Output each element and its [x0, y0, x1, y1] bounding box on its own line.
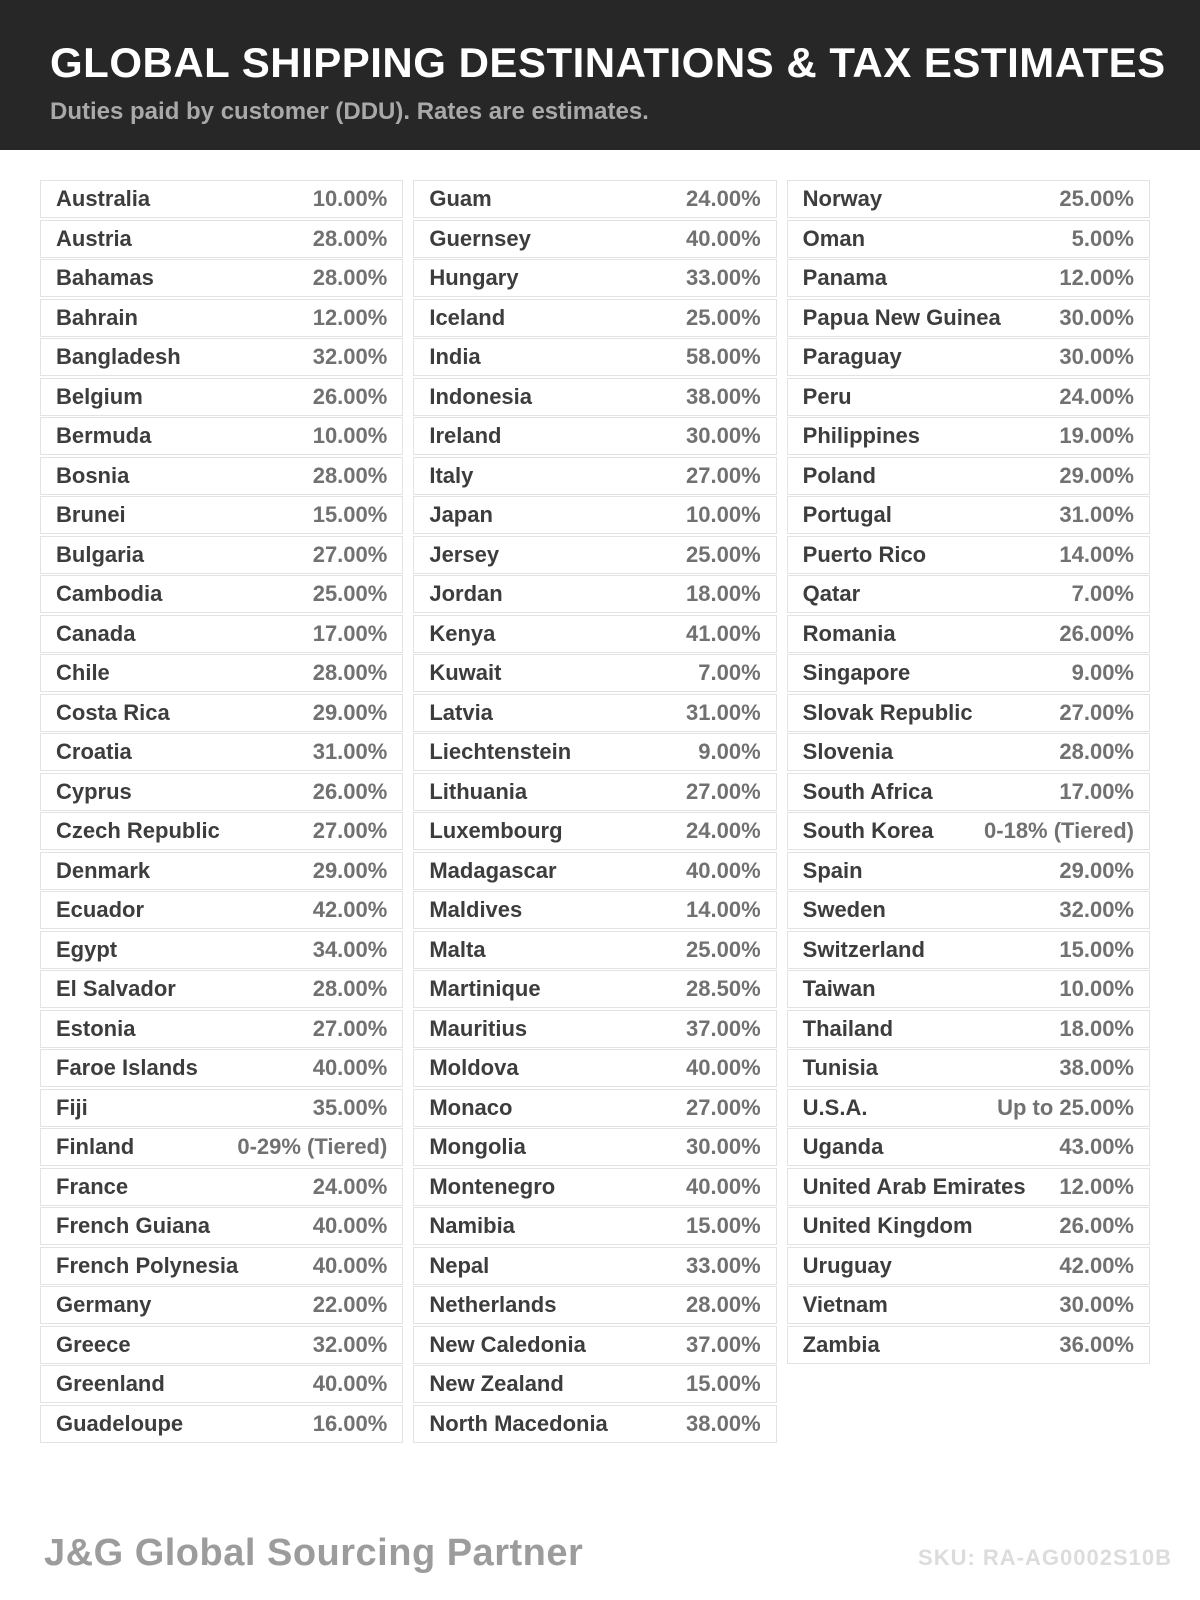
table-row — [413, 812, 776, 850]
country-name: Nepal — [429, 1252, 490, 1278]
tax-rate: 26.00% — [312, 778, 388, 804]
country-name: Sweden — [802, 897, 886, 922]
table-row — [40, 1128, 403, 1166]
table-row — [787, 417, 1150, 455]
tax-rate: 5.00% — [1071, 225, 1134, 251]
table-row — [413, 852, 776, 890]
table-row — [40, 1089, 403, 1127]
page-subtitle: Duties paid by customer (DDU). Rates are estimates. — [50, 98, 649, 125]
table-row — [40, 733, 403, 771]
table-row — [787, 1326, 1150, 1364]
tax-rate: 12.00% — [1059, 1173, 1134, 1199]
tax-rate: 9.00% — [698, 739, 761, 764]
table-row — [787, 694, 1150, 732]
country-name: South Korea — [802, 818, 934, 843]
table-row — [413, 536, 776, 574]
country-name: Faroe Islands — [56, 1055, 198, 1080]
country-name: Taiwan — [802, 976, 876, 1001]
country-name: Slovak Republic — [802, 699, 973, 725]
tax-rate: 31.00% — [686, 699, 761, 725]
table-row — [40, 891, 403, 929]
rates-column-2 — [413, 180, 776, 1444]
country-name: Ecuador — [56, 897, 145, 922]
country-name: Martinique — [429, 976, 541, 1001]
country-name: United Arab Emirates — [802, 1173, 1026, 1199]
country-name: India — [429, 344, 481, 369]
tax-rate: 40.00% — [312, 1213, 388, 1238]
country-name: Montenegro — [429, 1173, 556, 1199]
table-row — [413, 931, 776, 969]
tax-rate: 7.00% — [698, 660, 761, 685]
tax-rate: 35.00% — [312, 1094, 388, 1120]
country-name: Uruguay — [802, 1252, 892, 1278]
table-row — [413, 654, 776, 692]
tax-rate: 31.00% — [312, 739, 388, 764]
country-name: United Kingdom — [802, 1213, 973, 1238]
table-row — [787, 931, 1150, 969]
table-row — [413, 1207, 776, 1245]
table-row — [413, 378, 776, 416]
tax-rate: 28.00% — [312, 462, 388, 488]
table-row — [413, 457, 776, 495]
table-row — [40, 338, 403, 376]
country-name: Iceland — [429, 304, 506, 330]
table-row — [40, 1365, 403, 1403]
country-name: Estonia — [56, 1015, 136, 1041]
tax-rate: 19.00% — [1059, 423, 1134, 448]
country-name: Australia — [56, 186, 151, 211]
table-row — [787, 536, 1150, 574]
country-name: Cyprus — [56, 778, 132, 804]
country-name: French Polynesia — [56, 1252, 239, 1278]
tax-rate: 26.00% — [1059, 1213, 1134, 1238]
table-row — [413, 1247, 776, 1285]
tax-rate: 33.00% — [686, 265, 761, 290]
table-row — [787, 891, 1150, 929]
tax-rate: 27.00% — [686, 462, 761, 488]
table-row — [787, 1010, 1150, 1048]
page-header — [0, 0, 1200, 150]
tax-rate: 22.00% — [312, 1292, 388, 1317]
country-name: Croatia — [56, 739, 132, 764]
table-row — [413, 496, 776, 534]
country-name: Guadeloupe — [56, 1410, 184, 1436]
country-name: Uganda — [802, 1134, 884, 1159]
tax-rate: 40.00% — [312, 1252, 388, 1278]
country-name: Guernsey — [429, 225, 531, 251]
tax-rate: 29.00% — [312, 857, 388, 883]
table-row — [787, 812, 1150, 850]
country-name: Jordan — [429, 581, 503, 606]
tax-rate: 32.00% — [1059, 897, 1134, 922]
tax-rate: 10.00% — [1059, 976, 1134, 1001]
country-name: Namibia — [429, 1213, 515, 1238]
country-name: Malta — [429, 936, 486, 962]
tax-rate: 25.00% — [686, 304, 761, 330]
table-row — [413, 1049, 776, 1087]
tax-rate: 40.00% — [686, 225, 761, 251]
tax-rate: 33.00% — [686, 1252, 761, 1278]
tax-rate: 32.00% — [312, 344, 388, 369]
tax-rate: 0-18% (Tiered) — [984, 818, 1134, 843]
country-name: Greenland — [56, 1371, 165, 1396]
country-name: Denmark — [56, 857, 151, 883]
tax-rate: 43.00% — [1059, 1134, 1134, 1159]
country-name: Japan — [429, 502, 493, 527]
tax-rate: 29.00% — [312, 699, 388, 725]
country-name: Netherlands — [429, 1292, 557, 1317]
country-name: Germany — [56, 1292, 152, 1317]
table-row — [40, 1405, 403, 1443]
table-row — [40, 970, 403, 1008]
tax-rate: 25.00% — [686, 541, 761, 567]
country-name: Lithuania — [429, 778, 528, 804]
tax-rate: 38.00% — [686, 1410, 761, 1436]
rates-column-3 — [787, 180, 1150, 1365]
tax-rate: 10.00% — [312, 186, 388, 211]
country-name: Guam — [429, 186, 492, 211]
table-row — [413, 259, 776, 297]
country-name: Mauritius — [429, 1015, 528, 1041]
table-row — [787, 496, 1150, 534]
tax-rate: 18.00% — [686, 581, 761, 606]
table-row — [40, 1207, 403, 1245]
tax-rate: 27.00% — [1059, 699, 1134, 725]
country-name: Kenya — [429, 620, 496, 646]
tax-rate: 38.00% — [686, 383, 761, 409]
tax-rate: 15.00% — [686, 1213, 761, 1238]
table-row — [787, 773, 1150, 811]
table-row — [413, 1365, 776, 1403]
country-name: Chile — [56, 660, 110, 685]
country-name: Moldova — [429, 1055, 519, 1080]
table-row — [413, 615, 776, 653]
country-name: Panama — [802, 265, 888, 290]
country-name: Tunisia — [802, 1055, 879, 1080]
country-name: Bahamas — [56, 265, 154, 290]
tax-rate: 40.00% — [312, 1055, 388, 1080]
tax-rate: 24.00% — [312, 1173, 388, 1199]
table-row — [413, 1089, 776, 1127]
tax-rate: 31.00% — [1059, 502, 1134, 527]
table-row — [787, 180, 1150, 218]
country-name: Bulgaria — [56, 541, 145, 567]
country-name: Maldives — [429, 897, 523, 922]
table-row — [40, 575, 403, 613]
table-row — [413, 338, 776, 376]
tax-rate: 14.00% — [1059, 541, 1134, 567]
table-row — [40, 852, 403, 890]
table-row — [40, 931, 403, 969]
table-row — [787, 299, 1150, 337]
table-row — [787, 378, 1150, 416]
tax-rate: 30.00% — [686, 1134, 761, 1159]
country-name: Belgium — [56, 383, 143, 409]
tax-rate: 38.00% — [1059, 1055, 1134, 1080]
country-name: Luxembourg — [429, 818, 563, 843]
country-name: New Caledonia — [429, 1331, 586, 1357]
tax-rate: 32.00% — [312, 1331, 388, 1357]
table-row — [787, 615, 1150, 653]
tax-rate: 25.00% — [312, 581, 388, 606]
country-name: New Zealand — [429, 1371, 564, 1396]
table-row — [787, 1247, 1150, 1285]
table-row — [413, 773, 776, 811]
tax-rate: 24.00% — [686, 818, 761, 843]
tax-rate: 34.00% — [312, 936, 388, 962]
tax-rate: 30.00% — [1059, 304, 1134, 330]
table-row — [40, 1168, 403, 1206]
tax-rate: 41.00% — [686, 620, 761, 646]
sku-label: SKU: RA-AG0002S10B — [918, 1545, 1172, 1570]
table-row — [787, 654, 1150, 692]
table-row — [40, 496, 403, 534]
tax-rate: 16.00% — [312, 1410, 388, 1436]
table-row — [40, 457, 403, 495]
page-footer — [44, 1532, 1172, 1575]
country-name: Bosnia — [56, 462, 130, 488]
table-row — [40, 1049, 403, 1087]
table-row — [40, 812, 403, 850]
country-name: Norway — [802, 186, 883, 211]
tax-rate: 28.50% — [686, 976, 761, 1001]
table-row — [40, 378, 403, 416]
tax-rate: 29.00% — [1059, 462, 1134, 488]
table-row — [413, 1286, 776, 1324]
table-row — [413, 970, 776, 1008]
tax-rate: 15.00% — [312, 502, 388, 527]
table-row — [413, 220, 776, 258]
table-row — [413, 1326, 776, 1364]
tax-rate: 25.00% — [1059, 186, 1134, 211]
tax-rate: 7.00% — [1071, 581, 1134, 606]
tax-rate: 12.00% — [1059, 265, 1134, 290]
country-name: Austria — [56, 225, 132, 251]
country-name: Puerto Rico — [802, 541, 927, 567]
country-name: Philippines — [802, 423, 921, 448]
tax-rate: 40.00% — [686, 857, 761, 883]
country-name: Brunei — [56, 502, 126, 527]
country-name: Bermuda — [56, 423, 152, 448]
table-row — [787, 1207, 1150, 1245]
tax-rate: 30.00% — [1059, 344, 1134, 369]
tax-rate: 27.00% — [312, 541, 388, 567]
tax-rate: 18.00% — [1059, 1015, 1134, 1041]
rates-table — [0, 150, 1200, 1444]
table-row — [40, 536, 403, 574]
tax-rate: 40.00% — [312, 1371, 388, 1396]
tax-rate: 30.00% — [1059, 1292, 1134, 1317]
country-name: Zambia — [802, 1331, 880, 1357]
table-row — [413, 417, 776, 455]
table-row — [413, 733, 776, 771]
table-row — [40, 694, 403, 732]
country-name: Greece — [56, 1331, 131, 1357]
table-row — [40, 1326, 403, 1364]
page-title: GLOBAL SHIPPING DESTINATIONS & TAX ESTIMATES — [50, 39, 1166, 86]
country-name: U.S.A. — [802, 1094, 868, 1120]
table-row — [40, 180, 403, 218]
table-row — [787, 457, 1150, 495]
tax-rate: 10.00% — [686, 502, 761, 527]
country-name: Cambodia — [56, 581, 163, 606]
table-row — [787, 338, 1150, 376]
tax-rate: 10.00% — [312, 423, 388, 448]
table-row — [40, 654, 403, 692]
tax-rate: 15.00% — [1059, 936, 1134, 962]
country-name: Jersey — [429, 541, 500, 567]
tax-rate: 28.00% — [312, 660, 388, 685]
tax-rate: Up to 25.00% — [997, 1094, 1134, 1120]
tax-rate: 24.00% — [686, 186, 761, 211]
country-name: Finland — [56, 1134, 135, 1159]
table-row — [413, 1128, 776, 1166]
country-name: Mongolia — [429, 1134, 526, 1159]
tax-rate: 26.00% — [312, 383, 388, 409]
table-row — [413, 891, 776, 929]
tax-rate: 28.00% — [312, 976, 388, 1001]
table-row — [40, 1010, 403, 1048]
tax-rate: 27.00% — [312, 818, 388, 843]
table-row — [413, 180, 776, 218]
table-row — [787, 259, 1150, 297]
country-name: Bangladesh — [56, 344, 181, 369]
country-name: Czech Republic — [56, 818, 220, 843]
table-row — [413, 299, 776, 337]
tax-rate: 17.00% — [1059, 778, 1134, 804]
country-name: Paraguay — [802, 344, 902, 369]
tax-rate: 15.00% — [686, 1371, 761, 1396]
country-name: Italy — [429, 462, 474, 488]
table-row — [787, 1286, 1150, 1324]
table-row — [40, 220, 403, 258]
table-row — [40, 773, 403, 811]
tax-rate: 37.00% — [686, 1015, 761, 1041]
country-name: El Salvador — [56, 976, 176, 1001]
country-name: Egypt — [56, 936, 118, 962]
country-name: South Africa — [802, 778, 933, 804]
table-row — [413, 575, 776, 613]
country-name: Qatar — [802, 581, 861, 606]
country-name: France — [56, 1173, 129, 1199]
country-name: Spain — [802, 857, 863, 883]
table-row — [40, 615, 403, 653]
table-row — [40, 417, 403, 455]
tax-rate: 24.00% — [1059, 383, 1134, 409]
table-row — [413, 1405, 776, 1443]
country-name: Oman — [802, 225, 866, 251]
country-name: Latvia — [429, 699, 493, 725]
table-row — [787, 1128, 1150, 1166]
tax-rate: 28.00% — [1059, 739, 1134, 764]
rates-column-1 — [40, 180, 403, 1444]
tax-rate: 12.00% — [312, 304, 388, 330]
tax-rate: 37.00% — [686, 1331, 761, 1357]
country-name: Ireland — [429, 423, 502, 448]
table-row — [40, 1286, 403, 1324]
tax-rate: 17.00% — [312, 620, 388, 646]
table-row — [40, 299, 403, 337]
tax-rate: 27.00% — [686, 778, 761, 804]
country-name: Fiji — [56, 1094, 88, 1120]
country-name: North Macedonia — [429, 1410, 608, 1436]
country-name: Monaco — [429, 1094, 513, 1120]
table-row — [787, 1089, 1150, 1127]
tax-rate: 14.00% — [686, 897, 761, 922]
country-name: Poland — [802, 462, 876, 488]
table-row — [787, 575, 1150, 613]
table-row — [787, 220, 1150, 258]
country-name: Vietnam — [802, 1292, 888, 1317]
country-name: Indonesia — [429, 383, 533, 409]
tax-rate: 27.00% — [312, 1015, 388, 1041]
country-name: Liechtenstein — [429, 739, 572, 764]
country-name: Romania — [802, 620, 896, 646]
country-name: French Guiana — [56, 1213, 211, 1238]
tax-rate: 28.00% — [686, 1292, 761, 1317]
country-name: Kuwait — [429, 660, 502, 685]
table-row — [40, 259, 403, 297]
table-row — [787, 1168, 1150, 1206]
table-row — [787, 1049, 1150, 1087]
tax-rate: 28.00% — [312, 265, 388, 290]
tax-rate: 0-29% (Tiered) — [237, 1134, 388, 1159]
table-row — [413, 1168, 776, 1206]
tax-rate: 42.00% — [312, 897, 388, 922]
tax-rate: 25.00% — [686, 936, 761, 962]
country-name: Costa Rica — [56, 699, 170, 725]
tax-rate: 42.00% — [1059, 1252, 1134, 1278]
country-name: Madagascar — [429, 857, 557, 883]
country-name: Switzerland — [802, 936, 925, 962]
country-name: Bahrain — [56, 304, 138, 330]
tax-rate: 29.00% — [1059, 857, 1134, 883]
country-name: Papua New Guinea — [802, 304, 1001, 330]
brand-name: J&G Global Sourcing Partner — [44, 1532, 584, 1574]
country-name: Singapore — [802, 660, 911, 685]
country-name: Portugal — [802, 502, 892, 527]
tax-rate: 36.00% — [1059, 1331, 1134, 1357]
country-name: Hungary — [429, 265, 519, 290]
table-row — [40, 1247, 403, 1285]
tax-rate: 30.00% — [686, 423, 761, 448]
country-name: Peru — [802, 383, 852, 409]
tax-rate: 28.00% — [312, 225, 388, 251]
tax-rate: 40.00% — [686, 1055, 761, 1080]
country-name: Thailand — [802, 1015, 894, 1041]
tax-rate: 58.00% — [686, 344, 761, 369]
country-name: Canada — [56, 620, 136, 646]
tax-rate: 26.00% — [1059, 620, 1134, 646]
table-row — [787, 970, 1150, 1008]
tax-rate: 27.00% — [686, 1094, 761, 1120]
table-row — [787, 733, 1150, 771]
table-row — [413, 694, 776, 732]
tax-rate: 9.00% — [1071, 660, 1134, 685]
table-row — [413, 1010, 776, 1048]
table-row — [787, 852, 1150, 890]
country-name: Slovenia — [802, 739, 894, 764]
tax-rate: 40.00% — [686, 1173, 761, 1199]
